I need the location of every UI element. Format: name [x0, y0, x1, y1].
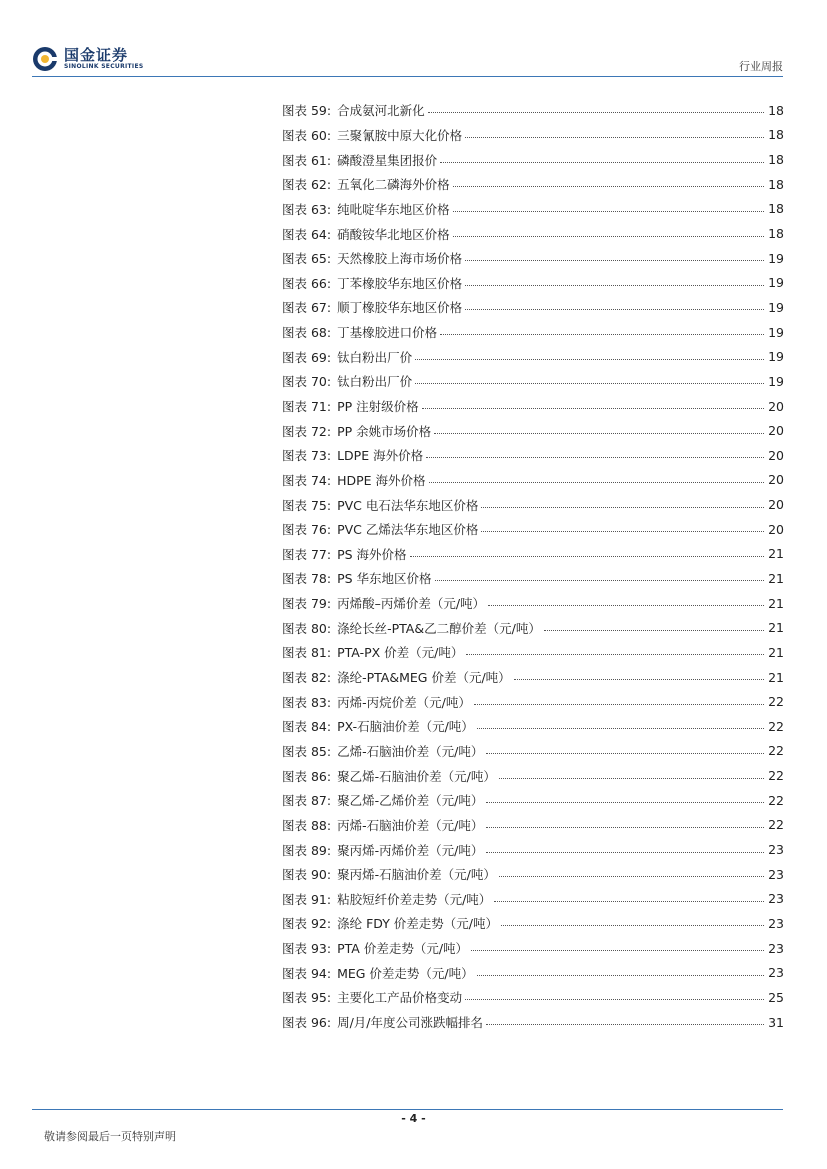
toc-entry-title: PP 注射级价格	[337, 399, 419, 414]
toc-entry-title: LDPE 海外价格	[337, 448, 424, 464]
toc-entry[interactable]	[282, 640, 784, 665]
toc-entry-label: 图表 72:	[282, 423, 332, 439]
toc-entry-leader	[465, 999, 764, 1000]
toc-entry-page: 21	[768, 669, 784, 685]
toc-entry-label: 图表 64:	[282, 226, 332, 242]
toc-entry-leader	[453, 236, 764, 237]
toc-entry-title: 三聚氰胺中原大化价格	[337, 127, 463, 143]
toc-entry-title: 磷酸澄星集团报价	[337, 152, 438, 168]
toc-entry[interactable]	[282, 246, 784, 271]
toc-entry-label: 图表 94:	[282, 965, 332, 981]
toc-entry-leader	[465, 137, 764, 138]
toc-entry-leader	[499, 778, 764, 779]
toc-entry-leader	[477, 728, 764, 729]
toc-entry[interactable]	[282, 862, 784, 887]
toc-entry[interactable]	[282, 492, 784, 517]
toc-entry-title: 丙烯酸–丙烯价差（元/吨）	[337, 596, 486, 612]
toc-entry[interactable]	[282, 344, 784, 369]
toc-entry-title: 丙烯-石脑油价差（元/吨）	[337, 817, 484, 833]
toc-entry-title: 主要化工产品价格变动	[337, 990, 463, 1006]
toc-entry-label: 图表 82:	[282, 670, 332, 686]
toc-entry-leader	[514, 679, 764, 680]
toc-entry-page: 22	[768, 817, 784, 833]
toc-entry-page: 21	[768, 570, 784, 586]
toc-entry-label: 图表 93:	[282, 941, 332, 957]
toc-entry-leader	[435, 580, 765, 581]
toc-entry-page: 18	[768, 201, 784, 217]
toc-entry-page: 19	[768, 373, 784, 389]
toc-entry-label: 图表 85:	[282, 743, 332, 759]
toc-entry[interactable]	[282, 763, 784, 788]
toc-entry-title: 合成氨河北新化	[337, 103, 425, 119]
toc-entry[interactable]	[282, 295, 784, 320]
toc-entry-page: 19	[768, 349, 784, 365]
toc-entry-title: 五氧化二磷海外价格	[337, 177, 450, 193]
toc-entry-label: 图表 86:	[282, 768, 332, 784]
toc-entry[interactable]	[282, 813, 784, 838]
toc-entry-leader	[422, 408, 764, 409]
toc-entry-leader	[486, 802, 764, 803]
toc-entry[interactable]	[282, 615, 784, 640]
toc-entry[interactable]	[282, 887, 784, 912]
toc-entry-title: PS 海外价格	[337, 546, 407, 562]
toc-entry-page: 19	[768, 250, 784, 266]
toc-entry[interactable]	[282, 714, 784, 739]
toc-entry[interactable]	[282, 517, 784, 542]
toc-entry-page: 23	[768, 891, 784, 907]
toc-entry[interactable]	[282, 566, 784, 591]
toc-entry-label: 图表 90:	[282, 867, 332, 883]
toc-entry-title: 涤纶 FDY 价差走势（元/吨）	[337, 916, 499, 932]
toc-entry-page: 18	[768, 127, 784, 143]
toc-entry-page: 21	[768, 620, 784, 636]
toc-entry-label: 图表 60:	[282, 127, 332, 143]
toc-entry[interactable]	[282, 369, 784, 394]
toc-entry-leader	[486, 1024, 764, 1025]
toc-entry-title: 聚乙烯-乙烯价差（元/吨）	[337, 793, 484, 809]
toc-entry-page: 18	[768, 102, 784, 118]
toc-entry-page: 22	[768, 743, 784, 759]
toc-entry-title: 乙烯-石脑油价差（元/吨）	[337, 743, 484, 759]
toc-entry-label: 图表 69:	[282, 349, 332, 365]
toc-entry-page: 31	[768, 1014, 784, 1030]
toc-entry-leader	[481, 507, 764, 508]
toc-entry-page: 18	[768, 176, 784, 192]
toc-entry-leader	[486, 753, 764, 754]
toc-entry-title: 聚丙烯-石脑油价差（元/吨）	[337, 867, 496, 883]
toc-entry-page: 19	[768, 299, 784, 315]
toc-entry-title: PTA-PX 价差（元/吨）	[337, 645, 464, 661]
toc-entry-title: 丁基橡胶进口价格	[337, 325, 438, 341]
toc-entry-title: 纯吡啶华东地区价格	[337, 201, 450, 217]
toc-entry[interactable]	[282, 739, 784, 764]
toc-entry[interactable]	[282, 911, 784, 936]
toc-entry-label: 图表 84:	[282, 719, 332, 735]
toc-entry-title: 钛白粉出厂价	[337, 349, 413, 365]
toc-entry-label: 图表 61:	[282, 152, 332, 168]
toc-entry-page: 23	[768, 842, 784, 858]
toc-entry-leader	[410, 556, 765, 557]
toc-entry-label: 图表 83:	[282, 694, 332, 710]
toc-entry-page: 21	[768, 644, 784, 660]
toc-entry-leader	[440, 162, 764, 163]
toc-entry-page: 22	[768, 792, 784, 808]
toc-entry-label: 图表 71:	[282, 399, 332, 414]
toc-entry-leader	[415, 383, 764, 384]
toc-entry[interactable]	[282, 270, 784, 295]
toc-entry-page: 20	[768, 497, 784, 513]
toc-entry-label: 图表 81:	[282, 645, 332, 661]
toc-entry[interactable]	[282, 1010, 784, 1035]
toc-entry-leader	[428, 112, 764, 113]
toc-entry-page: 22	[768, 718, 784, 734]
toc-entry-leader	[486, 827, 764, 828]
toc-entry-label: 图表 79:	[282, 596, 332, 612]
toc-entry[interactable]	[282, 689, 784, 714]
toc-entry-page: 22	[768, 694, 784, 710]
figure-list	[282, 98, 784, 1034]
toc-entry-leader	[434, 433, 764, 434]
toc-entry-title: 钛白粉出厂价	[337, 374, 413, 390]
toc-entry-page: 19	[768, 324, 784, 340]
logo-english-name: SINOLINK SECURITIES	[64, 63, 144, 70]
toc-entry-title: 粘胶短纤价差走势（元/吨）	[337, 891, 492, 907]
toc-entry-leader	[481, 531, 764, 532]
toc-entry-label: 图表 78:	[282, 571, 332, 587]
header-divider	[32, 76, 783, 77]
toc-entry-page: 22	[768, 768, 784, 784]
toc-entry-page: 20	[768, 521, 784, 537]
toc-entry-label: 图表 63:	[282, 201, 332, 217]
toc-entry-leader	[429, 482, 765, 483]
toc-entry-title: 顺丁橡胶华东地区价格	[337, 300, 463, 316]
toc-entry-label: 图表 66:	[282, 275, 332, 291]
toc-entry-label: 图表 65:	[282, 251, 332, 267]
toc-entry-label: 图表 62:	[282, 177, 332, 193]
toc-entry-leader	[486, 852, 764, 853]
toc-entry-page: 21	[768, 546, 784, 562]
toc-entry-leader	[426, 457, 764, 458]
toc-entry-title: 丁苯橡胶华东地区价格	[337, 275, 463, 291]
toc-entry-leader	[440, 334, 764, 335]
toc-entry-label: 图表 70:	[282, 374, 332, 390]
toc-entry-leader	[471, 950, 764, 951]
toc-entry-page: 20	[768, 472, 784, 488]
toc-entry[interactable]	[282, 936, 784, 961]
toc-entry[interactable]	[282, 197, 784, 222]
toc-entry-leader	[544, 630, 764, 631]
toc-entry[interactable]	[282, 591, 784, 616]
toc-entry-page: 20	[768, 398, 784, 414]
toc-entry[interactable]	[282, 320, 784, 345]
toc-entry-page: 18	[768, 226, 784, 242]
toc-entry-label: 图表 59:	[282, 103, 332, 119]
toc-entry-label: 图表 68:	[282, 325, 332, 341]
toc-entry[interactable]	[282, 468, 784, 493]
toc-entry-title: 涤纶-PTA&MEG 价差（元/吨）	[337, 670, 511, 686]
toc-entry-title: PVC 乙烯法华东地区价格	[337, 522, 479, 538]
toc-entry-title: PS 华东地区价格	[337, 571, 432, 587]
toc-entry[interactable]	[282, 394, 784, 419]
toc-entry-label: 图表 74:	[282, 472, 332, 488]
toc-entry-leader	[477, 975, 764, 976]
toc-entry[interactable]	[282, 788, 784, 813]
toc-entry-leader	[465, 309, 764, 310]
toc-entry-title: HDPE 海外价格	[337, 472, 426, 488]
toc-entry-page: 23	[768, 965, 784, 981]
toc-entry-title: 天然橡胶上海市场价格	[337, 251, 463, 267]
toc-entry-page: 25	[768, 989, 784, 1005]
toc-entry-title: 周/月/年度公司涨跌幅排名	[337, 1015, 484, 1031]
toc-entry-title: MEG 价差走势（元/吨）	[337, 965, 474, 981]
toc-entry-leader	[501, 925, 764, 926]
toc-entry[interactable]	[282, 985, 784, 1010]
toc-entry-title: PX-石脑油价差（元/吨）	[337, 719, 474, 735]
toc-entry-page: 23	[768, 866, 784, 882]
toc-entry-page: 23	[768, 915, 784, 931]
toc-entry-leader	[465, 260, 764, 261]
toc-entry[interactable]	[282, 147, 784, 172]
company-logo	[32, 46, 143, 72]
toc-entry-leader	[453, 186, 764, 187]
toc-entry[interactable]	[282, 960, 784, 985]
toc-entry-page: 19	[768, 275, 784, 291]
toc-entry-leader	[466, 654, 764, 655]
footer-divider	[32, 1109, 783, 1110]
toc-entry-leader	[474, 704, 764, 705]
toc-entry-label: 图表 95:	[282, 990, 332, 1006]
toc-entry-label: 图表 80:	[282, 620, 332, 636]
toc-entry-page: 18	[768, 152, 784, 168]
toc-entry-leader	[494, 901, 764, 902]
toc-entry-label: 图表 89:	[282, 842, 332, 858]
toc-entry-label: 图表 92:	[282, 916, 332, 932]
toc-entry-label: 图表 91:	[282, 891, 332, 907]
toc-entry-label: 图表 75:	[282, 497, 332, 513]
toc-entry-title: PP 余姚市场价格	[337, 423, 432, 439]
logo-chinese-name: 国金证券	[64, 46, 129, 64]
toc-entry[interactable]	[282, 123, 784, 148]
toc-entry-page: 20	[768, 423, 784, 439]
toc-entry[interactable]	[282, 665, 784, 690]
toc-entry-title: PVC 电石法华东地区价格	[337, 497, 479, 513]
toc-entry-label: 图表 77:	[282, 546, 332, 562]
toc-entry-label: 图表 73:	[282, 448, 332, 464]
toc-entry-leader	[453, 211, 764, 212]
toc-entry[interactable]	[282, 443, 784, 468]
page-number: - 4 -	[401, 1112, 426, 1125]
report-type-label: 行业周报	[739, 60, 783, 73]
toc-entry-title: 丙烯-丙烷价差（元/吨）	[337, 694, 471, 710]
toc-entry[interactable]	[282, 418, 784, 443]
toc-entry-title: 硝酸铵华北地区价格	[337, 226, 450, 242]
toc-entry[interactable]	[282, 172, 784, 197]
toc-entry-page: 20	[768, 447, 784, 463]
toc-entry-label: 图表 96:	[282, 1015, 332, 1031]
toc-entry-page: 21	[768, 595, 784, 611]
toc-entry[interactable]	[282, 542, 784, 567]
toc-entry[interactable]	[282, 837, 784, 862]
logo-icon	[32, 46, 58, 72]
toc-entry-title: 涤纶长丝-PTA&乙二醇价差（元/吨）	[337, 620, 541, 636]
toc-entry-title: 聚丙烯-丙烯价差（元/吨）	[337, 842, 484, 858]
toc-entry-label: 图表 67:	[282, 300, 332, 316]
toc-entry-leader	[488, 605, 764, 606]
toc-entry-label: 图表 76:	[282, 522, 332, 538]
toc-entry-page: 23	[768, 940, 784, 956]
toc-entry-label: 图表 88:	[282, 817, 332, 833]
toc-entry-leader	[415, 359, 764, 360]
toc-entry[interactable]	[282, 98, 784, 123]
disclaimer-text: 敬请参阅最后一页特别声明	[44, 1130, 176, 1143]
toc-entry[interactable]	[282, 221, 784, 246]
toc-entry-title: PTA 价差走势（元/吨）	[337, 941, 469, 957]
toc-entry-leader	[465, 285, 764, 286]
toc-entry-label: 图表 87:	[282, 793, 332, 809]
toc-entry-title: 聚乙烯-石脑油价差（元/吨）	[337, 768, 496, 784]
toc-entry-leader	[499, 876, 764, 877]
